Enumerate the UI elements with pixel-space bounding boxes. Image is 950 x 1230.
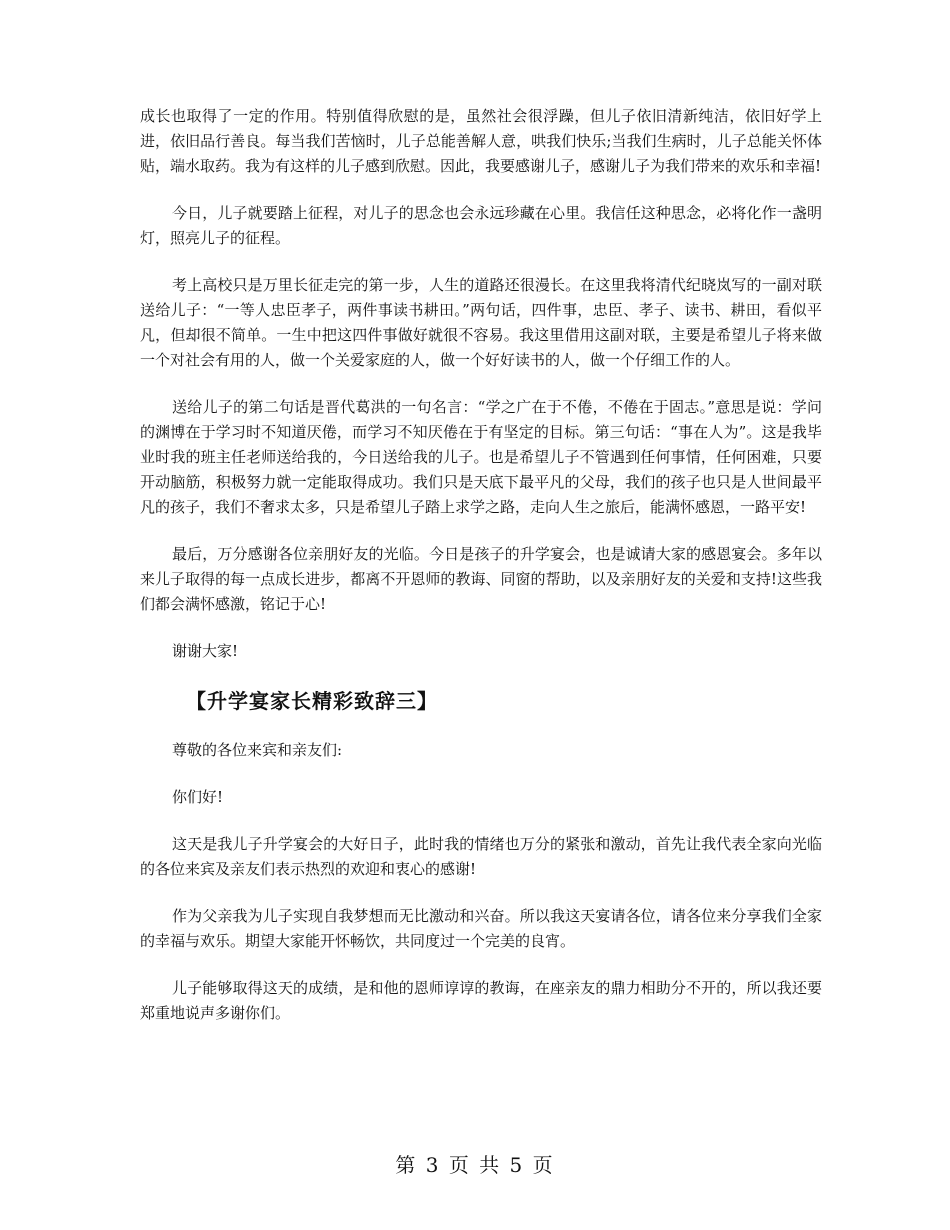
greeting-hello: 你们好! <box>172 788 224 806</box>
paragraph-5: 最后，万分感谢各位亲朋好友的光临。今日是孩子的升学宴会，也是诚请大家的感恩宴会。多年以来儿子取得的每一点成长进步，都离不开恩师的教诲、同窗的帮助，以及亲朋好友的关爱和支持!这些我们都会满怀感激，铭记于心! <box>140 545 822 613</box>
greeting-salutation: 尊敬的各位来宾和亲友们: <box>172 741 343 759</box>
paragraph-4: 送给儿子的第二句话是晋代葛洪的一句名言：“学之广在于不倦，不倦在于固志。”意思是说：学问的渊博在于学习时不知道厌倦，而学习不知厌倦在于有坚定的目标。第三句话：“事在人为”。这是我毕业时我的班主任老师送给我的，今日送给我的儿子。也是希望儿子不管遇到任何事情，任何困难，只要开动脑筋，积极努力就一定能取得成功。我们只是天底下最平凡的父母，我们的孩子也只是人世间最平凡的孩子，我们不奢求太多，只是希望儿子踏上求学之路，走向人生之旅后，能满怀感恩，一路平安! <box>140 398 822 516</box>
paragraph-8: 作为父亲我为儿子实现自我梦想而无比激动和兴奋。所以我这天宴请各位，请各位来分享我们全家的幸福与欢乐。期望大家能开怀畅饮，共同度过一个完美的良宵。 <box>140 907 822 950</box>
paragraph-2: 今日，儿子就要踏上征程，对儿子的思念也会永远珍藏在心里。我信任这种思念，必将化作一盏明灯，照亮儿子的征程。 <box>140 204 822 247</box>
section-heading: 【升学宴家长精彩致辞三】 <box>186 689 438 713</box>
paragraph-7: 这天是我儿子升学宴会的大好日子，此时我的情绪也万分的紧张和激动，首先让我代表全家向光临的各位来宾及亲友们表示热烈的欢迎和衷心的感谢! <box>140 835 822 878</box>
page-number: 第 3 页 共 5 页 <box>395 1153 555 1177</box>
paragraph-1: 成长也取得了一定的作用。特别值得欣慰的是，虽然社会很浮躁，但儿子依旧清新纯洁，依旧好学上进，依旧品行善良。每当我们苦恼时，儿子总能善解人意，哄我们快乐;当我们生病时，儿子总能关怀体贴，端水取药。我为有这样的儿子感到欣慰。因此，我要感谢儿子，感谢儿子为我们带来的欢乐和幸福! <box>140 107 822 175</box>
document-body <box>140 104 822 1026</box>
paragraph-6: 谢谢大家! <box>172 642 239 660</box>
paragraph-9: 儿子能够取得这天的成绩，是和他的恩师谆谆的教诲，在座亲友的鼎力相助分不开的，所以我还要郑重地说声多谢你们。 <box>140 979 822 1022</box>
paragraph-3: 考上高校只是万里长征走完的第一步，人生的道路还很漫长。在这里我将清代纪晓岚写的一副对联送给儿子：“一等人忠臣孝子，两件事读书耕田。”两句话，四件事，忠臣、孝子、读书、耕田，看似平凡，但却很不简单。一生中把这四件事做好就很不容易。我这里借用这副对联，主要是希望儿子将来做一个对社会有用的人，做一个关爱家庭的人，做一个好好读书的人，做一个仔细工作的人。 <box>140 276 822 369</box>
